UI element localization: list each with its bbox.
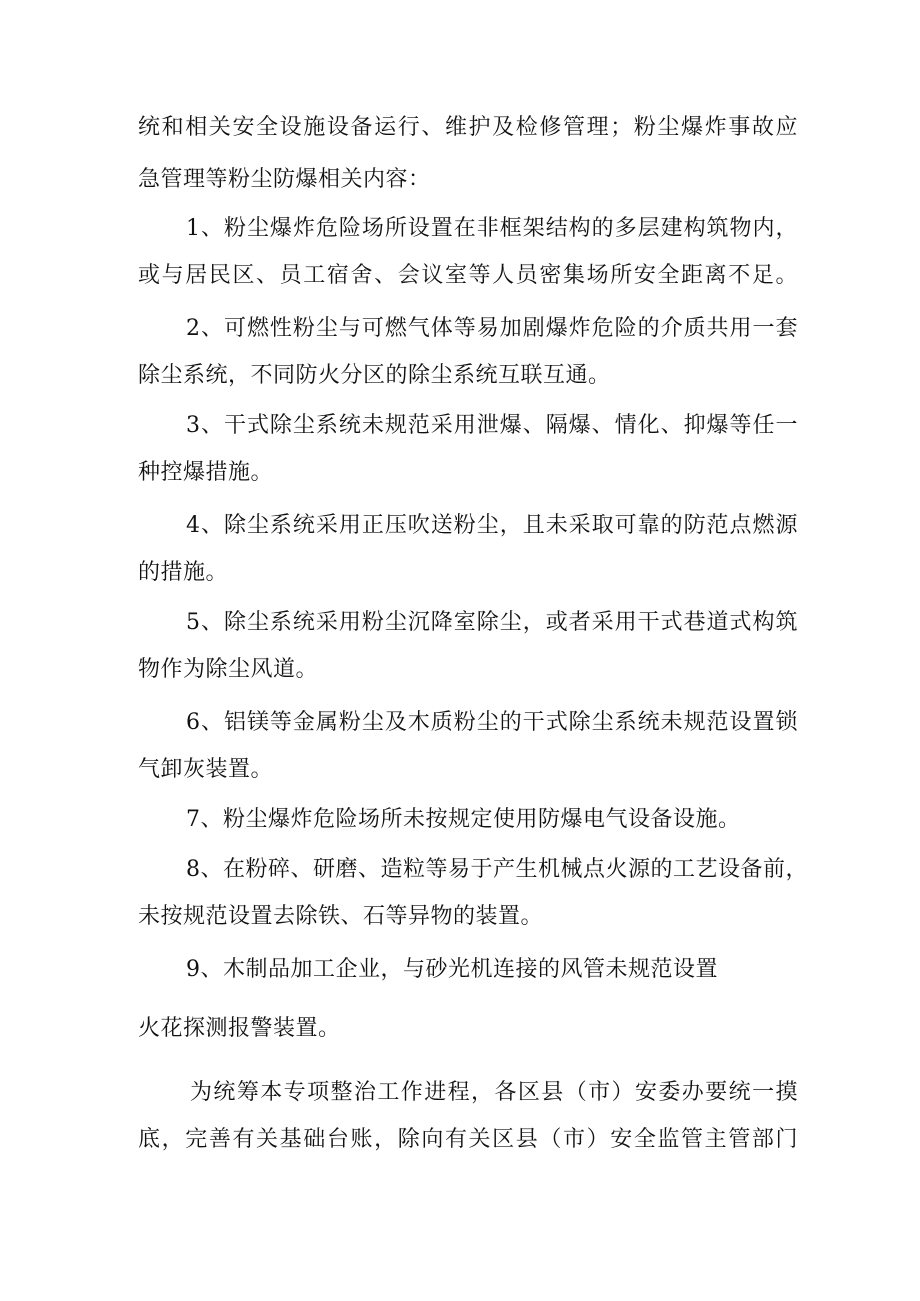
list-item-2-line-2: 除尘系统，不同防火分区的除尘系统互联互通。: [138, 363, 611, 388]
list-item-9-line-2: 火花探测报警装置。: [138, 1016, 341, 1041]
list-item-3-line-2: 种控爆措施。: [138, 460, 274, 485]
list-item-8-line-2: 未按规范设置去除铁、石等异物的装置。: [138, 904, 544, 929]
list-item-8-line-1: 8、在粉碎、研磨、造粒等易于产生机械点火源的工艺设备前，: [186, 857, 808, 882]
list-item-5-line-2: 物作为除尘风道。: [138, 657, 319, 682]
list-item-1-line-2: 或与居民区、员工宿舍、会议室等人员密集场所安全距离不足。: [138, 263, 798, 288]
list-item-5-line-1: 5、除尘系统采用粉尘沉降室除尘，或者采用干式巷道式构筑: [186, 610, 798, 635]
list-item-4-line-1: 4、除尘系统采用正压吹送粉尘，且未采取可靠的防范点燃源: [186, 513, 798, 538]
list-item-4-line-2: 的措施。: [138, 560, 229, 585]
list-item-2-line-1: 2、可燃性粉尘与可燃气体等易加剧爆炸危险的介质共用一套: [186, 316, 798, 341]
paragraph-line: 急管理等粉尘防爆相关内容：: [138, 167, 431, 192]
paragraph-line: 统和相关安全设施设备运行、维护及检修管理；粉尘爆炸事故应: [138, 115, 798, 140]
paragraph-line: 底，完善有关基础台账，除向有关区县（市）安全监管主管部门: [138, 1127, 798, 1152]
list-item-7-line-1: 7、粉尘爆炸危险场所未按规定使用防爆电气设备设施。: [186, 807, 741, 832]
paragraph-line: 为统筹本专项整治工作进程，各区县（市）安委办要统一摸: [190, 1080, 798, 1105]
list-item-3-line-1: 3、干式除尘系统未规范采用泄爆、隔爆、情化、抑爆等任一: [186, 413, 798, 438]
list-item-6-line-1: 6、铝镁等金属粉尘及木质粉尘的干式除尘系统未规范设置锁: [186, 710, 798, 735]
list-item-1-line-1: 1、粉尘爆炸危险场所设置在非框架结构的多层建构筑物内，: [186, 216, 798, 241]
list-item-9-line-1: 9、木制品加工企业，与砂光机连接的风管未规范设置: [186, 957, 718, 982]
list-item-6-line-2: 气卸灰装置。: [138, 757, 274, 782]
